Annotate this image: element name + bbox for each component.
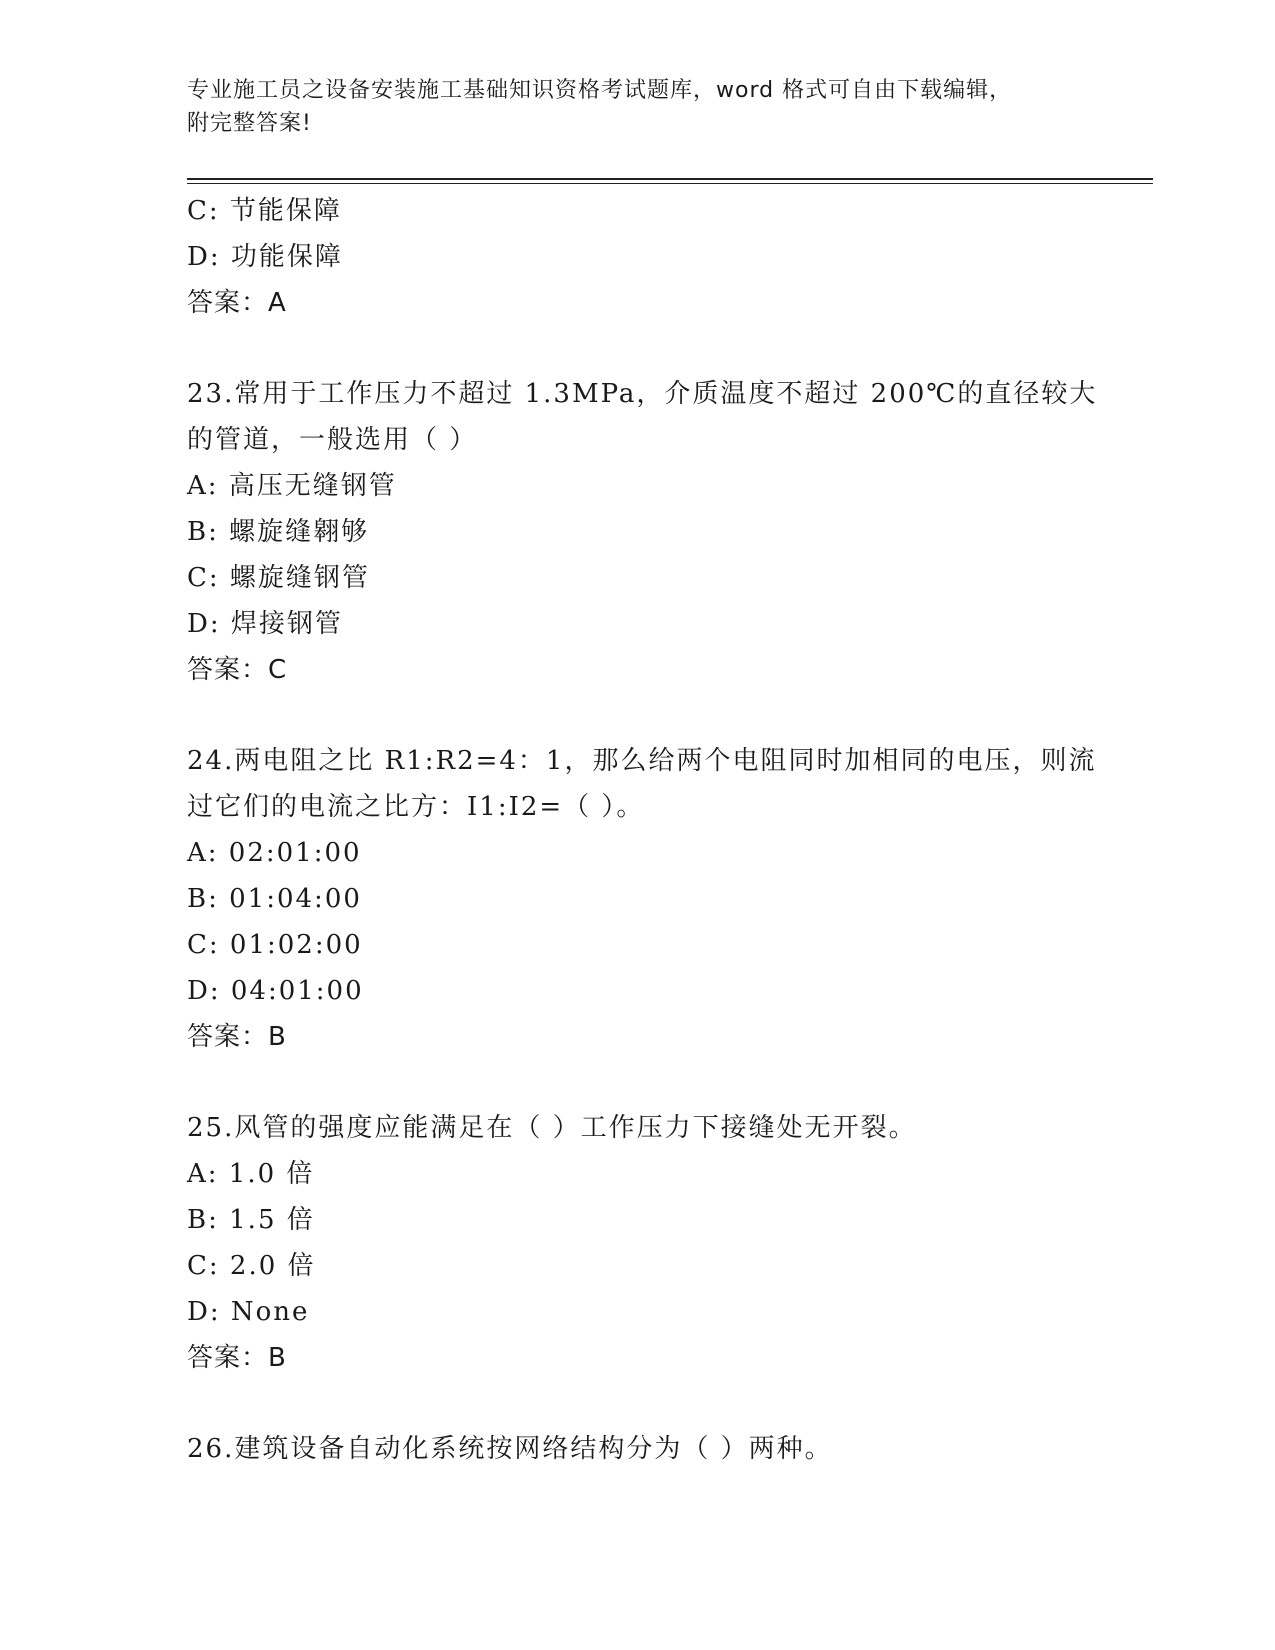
answer-line: 答案：B bbox=[187, 1022, 287, 1052]
answer-line: 答案：A bbox=[187, 288, 287, 318]
header-line-2: 附完整答案! bbox=[187, 111, 312, 136]
question-text-line-1: 24.两电阻之比 R1:R2=4：1，那么给两个电阻同时加相同的电压，则流 bbox=[187, 746, 1097, 776]
page-header bbox=[187, 74, 1067, 140]
option-c: C: 螺旋缝钢管 bbox=[187, 563, 370, 593]
option-c: C: 节能保障 bbox=[187, 196, 342, 226]
question-content bbox=[187, 188, 1098, 1472]
question-text-line-1: 26.建筑设备自动化系统按网络结构分为（ ）两种。 bbox=[187, 1434, 833, 1464]
question-23 bbox=[187, 371, 1098, 693]
question-text-line-1: 23.常用于工作压力不超过 1.3MPa，介质温度不超过 200℃的直径较大 bbox=[187, 379, 1098, 409]
question-25 bbox=[187, 1105, 1087, 1381]
option-a: A: 1.0 倍 bbox=[187, 1159, 315, 1189]
option-d: D: 功能保障 bbox=[187, 242, 343, 272]
header-divider-thin bbox=[187, 183, 1153, 184]
option-b: B: 1.5 倍 bbox=[187, 1205, 315, 1235]
option-b: B: 螺旋缝翱够 bbox=[187, 517, 370, 547]
option-c: C: 01:02:00 bbox=[187, 930, 363, 960]
header-divider-thick bbox=[187, 178, 1153, 180]
option-c: C: 2.0 倍 bbox=[187, 1251, 316, 1281]
option-d: D: None bbox=[187, 1297, 310, 1327]
question-text-line-2: 过它们的电流之比方：I1:I2=（ ）。 bbox=[187, 792, 645, 822]
answer-line: 答案：C bbox=[187, 655, 288, 685]
question-text-line-1: 25.风管的强度应能满足在（ ）工作压力下接缝处无开裂。 bbox=[187, 1113, 917, 1143]
option-d: D: 04:01:00 bbox=[187, 976, 364, 1006]
question-22-tail bbox=[187, 188, 1087, 326]
answer-line: 答案：B bbox=[187, 1343, 287, 1373]
question-text-line-2: 的管道，一般选用（ ） bbox=[187, 425, 478, 455]
header-line-1: 专业施工员之设备安装施工基础知识资格考试题库，word 格式可自由下载编辑， bbox=[187, 78, 1013, 103]
option-a: A: 高压无缝钢管 bbox=[187, 471, 397, 501]
question-24 bbox=[187, 738, 1097, 1060]
option-d: D: 焊接钢管 bbox=[187, 609, 343, 639]
question-26 bbox=[187, 1426, 1087, 1472]
option-a: A: 02:01:00 bbox=[187, 838, 362, 868]
option-b: B: 01:04:00 bbox=[187, 884, 362, 914]
